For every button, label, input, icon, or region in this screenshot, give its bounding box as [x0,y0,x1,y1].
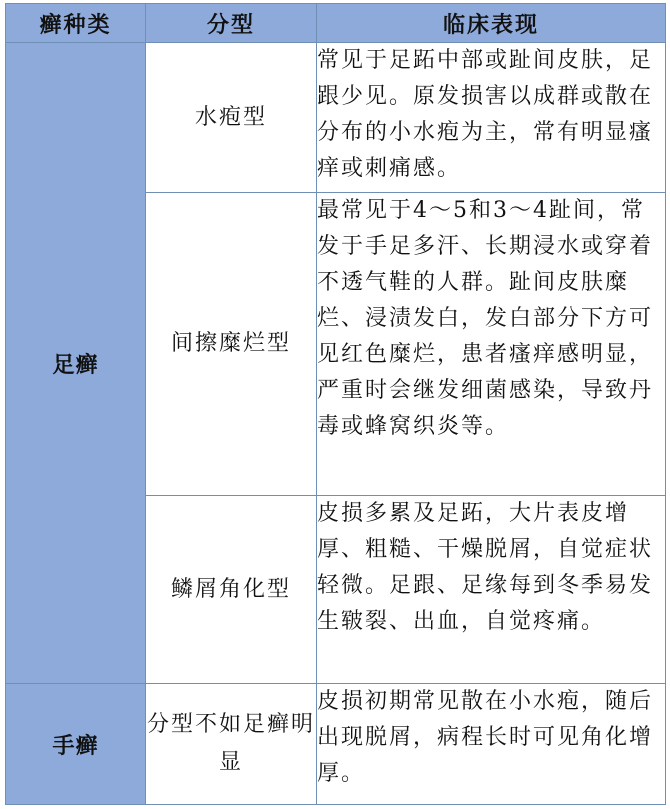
table-header [6,4,666,43]
subtype-cell: 水疱型 [146,43,317,193]
subtype-cell: 鳞屑角化型 [146,496,317,684]
subtype-cell: 分型不如足癣明显 [146,684,317,805]
header-subtype: 分型 [146,4,317,43]
type-cell-foot: 足癣 [6,43,146,684]
tinea-classification-table [5,3,666,805]
subtype-cell: 间擦糜烂型 [146,193,317,496]
table-row [6,684,666,805]
manifestation-cell: 皮损多累及足跖，大片表皮增厚、粗糙、干燥脱屑，自觉症状轻微。足跟、足缘每到冬季易发生皲裂、出血，自觉疼痛。 [317,496,666,684]
manifestation-cell: 皮损初期常见散在小水疱，随后出现脱屑，病程长时可见角化增厚。 [317,684,666,805]
manifestation-cell: 常见于足跖中部或趾间皮肤，足跟少见。原发损害以成群或散在分布的小水疱为主，常有明显瘙痒或刺痛感。 [317,43,666,193]
manifestation-cell: 最常见于4～5和3～4趾间，常发于手足多汗、长期浸水或穿着不透气鞋的人群。趾间皮肤糜烂、浸渍发白，发白部分下方可见红色糜烂，患者瘙痒感明显，严重时会继发细菌感染，导致丹毒或蜂窝织炎等。 [317,193,666,496]
header-manifestation: 临床表现 [317,4,666,43]
table-row [6,43,666,193]
type-cell-hand: 手癣 [6,684,146,805]
table-body [6,43,666,805]
header-row [6,4,666,43]
header-type: 癣种类 [6,4,146,43]
